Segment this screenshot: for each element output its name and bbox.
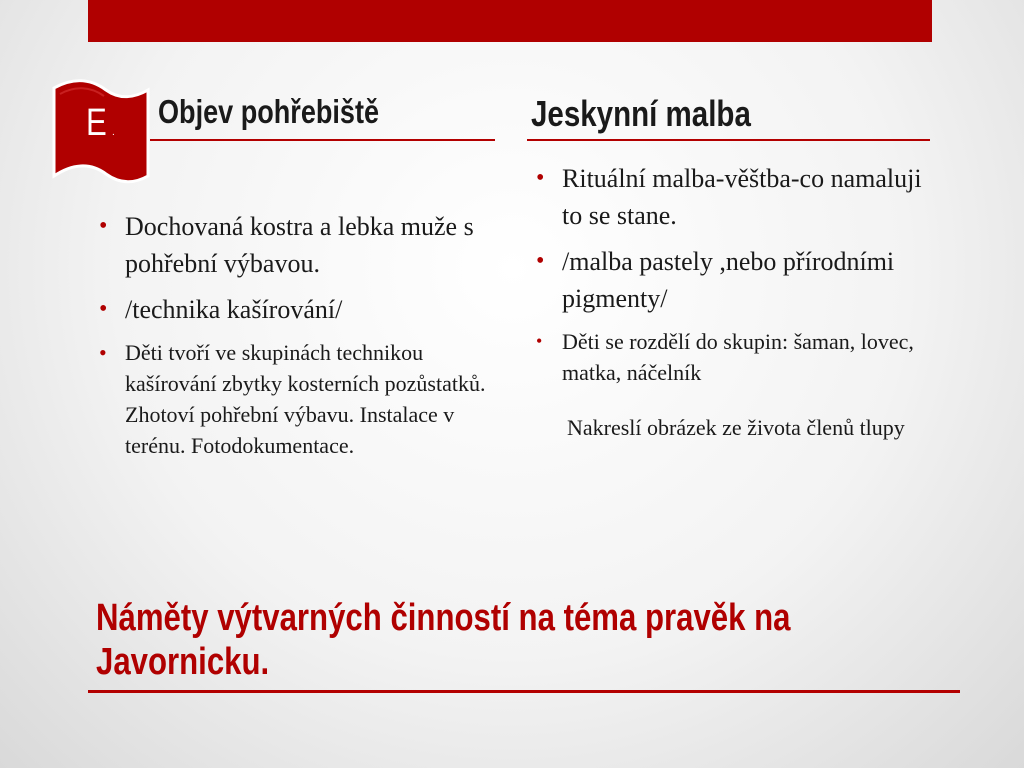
left-heading-rule [150, 139, 495, 141]
list-item: • Rituální malba-věštba-co namaluji to se stane. [535, 160, 935, 234]
title-rule [88, 690, 960, 693]
slide-title: Náměty výtvarných činností na téma pravěk na Javornicku. [96, 597, 791, 683]
banner-dot: . [112, 127, 115, 138]
left-bullet-list [98, 208, 493, 461]
list-item: • /malba pastely ,nebo přírodními pigmenty/ [535, 243, 935, 317]
banner-letter: E [86, 102, 107, 144]
list-item: • Děti se rozdělí do skupin: šaman, lovec, matka, náčelník [535, 326, 935, 388]
right-heading-rule [527, 139, 930, 141]
list-item: • Dochovaná kostra a lebka muže s pohřební výbavou. [98, 208, 493, 282]
top-accent-bar [88, 0, 932, 42]
right-bullet-list [535, 160, 935, 396]
letter-banner [50, 74, 152, 186]
right-column-heading: Jeskynní malba [531, 93, 751, 134]
list-item: • Děti tvoří ve skupinách technikou kašírování zbytky kosterních pozůstatků. Zhotoví pohřební výbavu. Instalace v terénu. Fotodokumentace. [98, 337, 493, 461]
list-item: • /technika kašírování/ [98, 291, 493, 328]
right-column-note: Nakreslí obrázek ze života členů tlupy [567, 415, 905, 440]
left-column-heading: Objev pohřebiště [158, 93, 380, 130]
